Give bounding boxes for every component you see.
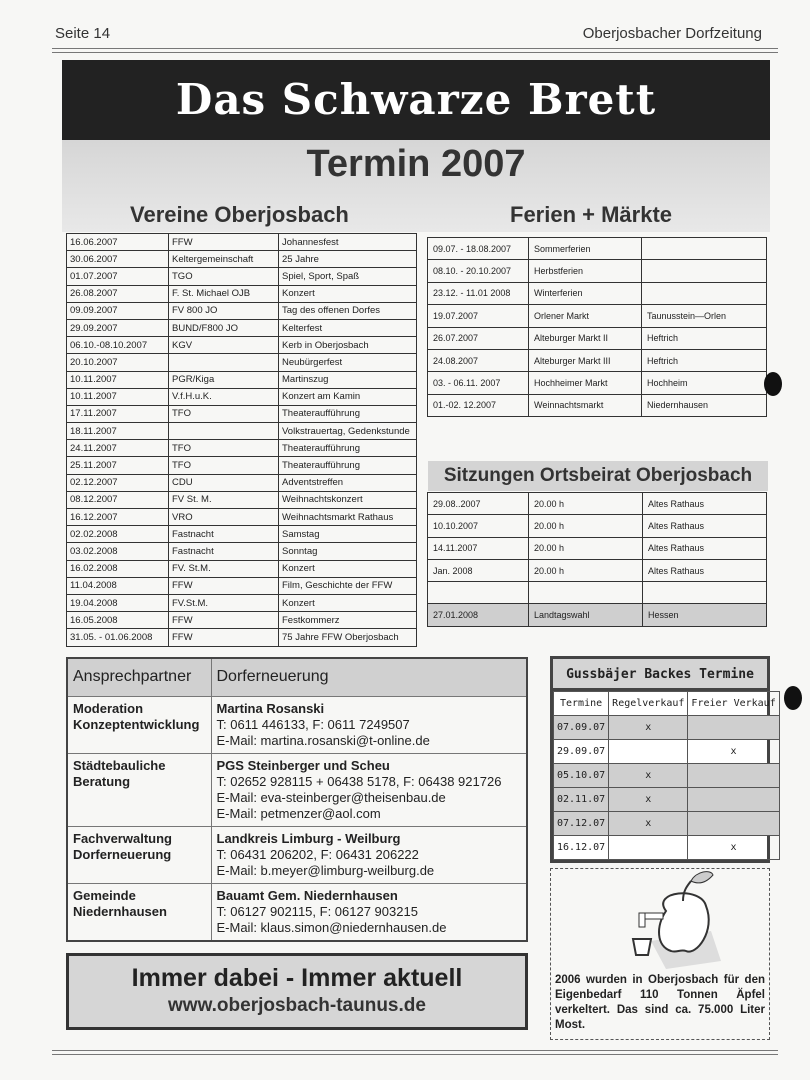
contact-row [67, 696, 527, 753]
table-row [67, 612, 417, 629]
backes-box [550, 656, 776, 863]
backes-cell [688, 812, 779, 836]
backes-cell: 05.10.07 [554, 764, 609, 788]
table-cell [642, 260, 767, 282]
table-row [67, 560, 417, 577]
apple-tap-icon [611, 871, 721, 971]
table-cell: Weihnachtsmarkt Rathaus [279, 509, 417, 526]
table-cell: Tag des offenen Dorfes [279, 302, 417, 319]
table-cell: 18.11.2007 [67, 423, 169, 440]
table-cell [642, 238, 767, 260]
contact-topic-label: Moderation Konzeptentwicklung [73, 700, 200, 732]
contact-topic [67, 826, 211, 883]
table-cell: Hochheimer Markt [529, 372, 642, 394]
table-row [428, 238, 767, 260]
table-cell: FFW [169, 629, 279, 646]
table-row [67, 543, 417, 560]
table-cell: Altes Rathaus [643, 515, 767, 537]
table-cell: Altes Rathaus [643, 559, 767, 581]
table-cell: 16.06.2007 [67, 234, 169, 251]
table-row [428, 327, 767, 349]
table-row [67, 577, 417, 594]
table-cell: 02.02.2008 [67, 526, 169, 543]
backes-cell [688, 788, 779, 812]
table-cell: 10.11.2007 [67, 371, 169, 388]
table-cell: Kerb in Oberjosbach [279, 337, 417, 354]
table-cell: Orlener Markt [529, 305, 642, 327]
backes-cell: x [688, 836, 779, 860]
contact-line: T: 06431 206202, F: 06431 206222 [216, 846, 419, 862]
backes-cell [688, 716, 779, 740]
table-cell: Samstag [279, 526, 417, 543]
table-cell: Hessen [643, 604, 767, 626]
backes-cell: 07.09.07 [554, 716, 609, 740]
table-cell: FV St. M. [169, 491, 279, 508]
contact-details [211, 753, 527, 826]
contact-row [67, 826, 527, 883]
table-cell: 16.02.2008 [67, 560, 169, 577]
sitzungen-table [427, 492, 767, 627]
contact-details [211, 883, 527, 941]
table-row [67, 474, 417, 491]
promo-url[interactable]: www.oberjosbach-taunus.de [168, 995, 426, 1016]
table-cell: 24.08.2007 [428, 349, 529, 371]
table-cell [529, 582, 643, 604]
table-cell: Taunusstein—Orlen [642, 305, 767, 327]
table-cell: 02.12.2007 [67, 474, 169, 491]
table-cell: TGO [169, 268, 279, 285]
table-cell: FV 800 JO [169, 302, 279, 319]
table-cell: 08.12.2007 [67, 491, 169, 508]
backes-cell [688, 764, 779, 788]
table-cell: PGR/Kiga [169, 371, 279, 388]
table-cell: TFO [169, 440, 279, 457]
table-cell: Keltergemeinschaft [169, 251, 279, 268]
table-cell: Altes Rathaus [643, 493, 767, 515]
table-cell: TFO [169, 405, 279, 422]
table-row [67, 337, 417, 354]
table-cell: F. St. Michael OJB [169, 285, 279, 302]
contacts-col2: Dorferneuerung [211, 658, 527, 696]
contact-topic [67, 696, 211, 753]
promo-box [66, 953, 528, 1030]
table-row [67, 268, 417, 285]
table-cell: Johannesfest [279, 234, 417, 251]
table-cell: Theateraufführung [279, 457, 417, 474]
table-cell: FFW [169, 612, 279, 629]
table-row [428, 604, 767, 626]
table-cell: 03. - 06.11. 2007 [428, 372, 529, 394]
table-cell: Konzert [279, 594, 417, 611]
table-cell: 75 Jahre FFW Oberjosbach [279, 629, 417, 646]
table-row [428, 537, 767, 559]
table-cell: Kelterfest [279, 319, 417, 336]
table-cell: CDU [169, 474, 279, 491]
table-row [67, 526, 417, 543]
table-row [67, 509, 417, 526]
table-cell: 06.10.-08.10.2007 [67, 337, 169, 354]
table-row [67, 302, 417, 319]
contact-details [211, 696, 527, 753]
table-row [67, 251, 417, 268]
contact-name: PGS Steinberger und Scheu [216, 757, 390, 773]
table-row [67, 629, 417, 646]
table-cell: 26.07.2007 [428, 327, 529, 349]
table-row [67, 285, 417, 302]
backes-title: Gussbäjer Backes Termine [553, 659, 767, 691]
table-row [67, 457, 417, 474]
table-cell: Sommerferien [529, 238, 642, 260]
table-cell: FFW [169, 234, 279, 251]
table-row [428, 372, 767, 394]
table-row [67, 354, 417, 371]
backes-cell: 29.09.07 [554, 740, 609, 764]
table-cell: FFW [169, 577, 279, 594]
banner-title: Das Schwarze Brett [62, 60, 770, 140]
table-cell: Alteburger Markt III [529, 349, 642, 371]
apfel-box [550, 868, 770, 1040]
table-cell: Theateraufführung [279, 405, 417, 422]
table-cell: Heftrich [642, 349, 767, 371]
table-cell: 01.-02. 12.2007 [428, 394, 529, 416]
backes-cell: x [688, 740, 779, 764]
table-row [67, 594, 417, 611]
table-cell: 29.09.2007 [67, 319, 169, 336]
table-cell: Theateraufführung [279, 440, 417, 457]
backes-row [554, 836, 780, 860]
table-row [428, 582, 767, 604]
table-row [428, 349, 767, 371]
sitzungen-heading: Sitzungen Ortsbeirat Oberjosbach [428, 461, 768, 491]
table-cell: Film, Geschichte der FFW [279, 577, 417, 594]
table-cell: 16.12.2007 [67, 509, 169, 526]
table-cell: Konzert am Kamin [279, 388, 417, 405]
table-cell: Fastnacht [169, 526, 279, 543]
table-cell: Landtagswahl [529, 604, 643, 626]
table-cell: 26.08.2007 [67, 285, 169, 302]
backes-cell: 02.11.07 [554, 788, 609, 812]
contact-line: E-Mail: klaus.simon@niedernhausen.de [216, 919, 447, 935]
backes-cell: x [609, 812, 688, 836]
table-cell: 25 Jahre [279, 251, 417, 268]
table-cell: Adventstreffen [279, 474, 417, 491]
contact-topic-label: Gemeinde Niedernhausen [73, 887, 167, 919]
backes-cell: 16.12.07 [554, 836, 609, 860]
backes-cell: x [609, 788, 688, 812]
table-cell [643, 582, 767, 604]
apfel-text: 2006 wurden in Oberjosbach für den Eigenbedarf 110 Tonnen Äpfel verkeltert. Das sind ca. 75.000 Liter Most. [555, 974, 765, 1031]
table-cell: Winterferien [529, 282, 642, 304]
table-cell: Niedernhausen [642, 394, 767, 416]
backes-column-header: Termine [554, 692, 609, 716]
table-cell: BUND/F800 JO [169, 319, 279, 336]
vereine-heading: Vereine Oberjosbach [130, 202, 349, 227]
table-cell: 30.06.2007 [67, 251, 169, 268]
contact-line: E-Mail: petmenzer@aol.com [216, 805, 381, 821]
backes-row [554, 740, 780, 764]
table-cell: Weihnachtskonzert [279, 491, 417, 508]
table-cell [169, 423, 279, 440]
table-row [428, 394, 767, 416]
contact-name: Landkreis Limburg - Weilburg [216, 830, 401, 846]
table-row [67, 440, 417, 457]
contact-line: E-Mail: eva-steinberger@theisenbau.de [216, 789, 446, 805]
contact-line: T: 0611 446133, F: 0611 7249507 [216, 716, 410, 732]
page-title: Termin 2007 [306, 143, 526, 185]
table-cell: 11.04.2008 [67, 577, 169, 594]
table-cell: V.f.H.u.K. [169, 388, 279, 405]
table-cell: FV. St.M. [169, 560, 279, 577]
contact-line: T: 02652 928115 + 06438 5178, F: 06438 921726 [216, 773, 502, 789]
table-cell: TFO [169, 457, 279, 474]
contact-line: T: 06127 902115, F: 06127 903215 [216, 903, 418, 919]
table-cell: Konzert [279, 560, 417, 577]
publication-name: Oberjosbacher Dorfzeitung [582, 25, 762, 42]
table-cell: 09.09.2007 [67, 302, 169, 319]
page-number: Seite 14 [55, 25, 111, 42]
table-row [67, 491, 417, 508]
table-row [67, 388, 417, 405]
table-cell: Jan. 2008 [428, 559, 529, 581]
table-cell: Altes Rathaus [643, 537, 767, 559]
table-cell [169, 354, 279, 371]
contact-topic [67, 883, 211, 941]
table-cell: 09.07. - 18.08.2007 [428, 238, 529, 260]
table-cell: Alteburger Markt II [529, 327, 642, 349]
table-row [428, 493, 767, 515]
table-row [67, 319, 417, 336]
contact-line: E-Mail: martina.rosanski@t-online.de [216, 732, 430, 748]
table-row [428, 260, 767, 282]
contact-name: Martina Rosanski [216, 700, 325, 716]
table-cell: Neubürgerfest [279, 354, 417, 371]
header-rule [52, 52, 778, 53]
table-cell: Fastnacht [169, 543, 279, 560]
table-row [67, 371, 417, 388]
table-cell: 17.11.2007 [67, 405, 169, 422]
table-row [67, 405, 417, 422]
table-cell: 24.11.2007 [67, 440, 169, 457]
punch-hole [784, 686, 802, 710]
contact-row [67, 883, 527, 941]
table-cell: Volkstrauertag, Gedenkstunde [279, 423, 417, 440]
backes-row [554, 764, 780, 788]
table-cell: 23.12. - 11.01 2008 [428, 282, 529, 304]
table-row [67, 423, 417, 440]
promo-slogan: Immer dabei - Immer aktuell [131, 964, 463, 992]
backes-row [554, 812, 780, 836]
table-row [428, 282, 767, 304]
table-cell: 01.07.2007 [67, 268, 169, 285]
footer-rule [52, 1054, 778, 1055]
table-cell: FV.St.M. [169, 594, 279, 611]
contact-name: Bauamt Gem. Niedernhausen [216, 887, 398, 903]
backes-cell [609, 740, 688, 764]
backes-header [554, 692, 780, 716]
table-cell: Heftrich [642, 327, 767, 349]
table-cell: 20.10.2007 [67, 354, 169, 371]
table-cell: 20.00 h [529, 559, 643, 581]
table-cell: Weinnachtsmarkt [529, 394, 642, 416]
table-row [428, 305, 767, 327]
table-cell: 19.04.2008 [67, 594, 169, 611]
vereine-table [66, 233, 417, 647]
table-cell: Martinszug [279, 371, 417, 388]
table-cell: KGV [169, 337, 279, 354]
table-cell: 16.05.2008 [67, 612, 169, 629]
header-rule [52, 48, 778, 49]
contacts-table [66, 657, 528, 942]
backes-row [554, 788, 780, 812]
contact-line: E-Mail: b.meyer@limburg-weilburg.de [216, 862, 435, 878]
table-cell: 14.11.2007 [428, 537, 529, 559]
contact-details [211, 826, 527, 883]
contact-topic-label: Städtebauliche Beratung [73, 757, 166, 789]
table-cell: Spiel, Sport, Spaß [279, 268, 417, 285]
table-cell: Herbstferien [529, 260, 642, 282]
contact-row [67, 753, 527, 826]
backes-row [554, 716, 780, 740]
footer-rule [52, 1050, 778, 1051]
table-cell: Hochheim [642, 372, 767, 394]
table-cell: 25.11.2007 [67, 457, 169, 474]
backes-table [553, 691, 780, 860]
backes-cell: x [609, 716, 688, 740]
table-cell: 27.01.2008 [428, 604, 529, 626]
contact-topic-label: Fachverwaltung Dorferneuerung [73, 830, 172, 862]
table-cell: 31.05. - 01.06.2008 [67, 629, 169, 646]
table-cell: 08.10. - 20.10.2007 [428, 260, 529, 282]
table-cell: 20.00 h [529, 493, 643, 515]
table-row [67, 234, 417, 251]
backes-column-header: Freier Verkauf [688, 692, 779, 716]
backes-cell: x [609, 764, 688, 788]
contact-topic [67, 753, 211, 826]
ferien-table [427, 237, 767, 417]
backes-column-header: Regelverkauf [609, 692, 688, 716]
table-cell: Sonntag [279, 543, 417, 560]
table-cell: 19.07.2007 [428, 305, 529, 327]
punch-hole [764, 372, 782, 396]
table-cell: 10.11.2007 [67, 388, 169, 405]
ferien-heading: Ferien + Märkte [510, 202, 673, 227]
table-row [428, 515, 767, 537]
table-row [428, 559, 767, 581]
table-cell: 10.10.2007 [428, 515, 529, 537]
contacts-col1: Ansprechpartner [67, 658, 211, 696]
backes-cell: 07.12.07 [554, 812, 609, 836]
table-cell: 20.00 h [529, 537, 643, 559]
table-cell: VRO [169, 509, 279, 526]
backes-cell [609, 836, 688, 860]
table-cell [642, 282, 767, 304]
table-cell: 20.00 h [529, 515, 643, 537]
table-cell: Konzert [279, 285, 417, 302]
table-cell: 03.02.2008 [67, 543, 169, 560]
table-cell: Festkommerz [279, 612, 417, 629]
table-cell: 29.08..2007 [428, 493, 529, 515]
table-cell [428, 582, 529, 604]
